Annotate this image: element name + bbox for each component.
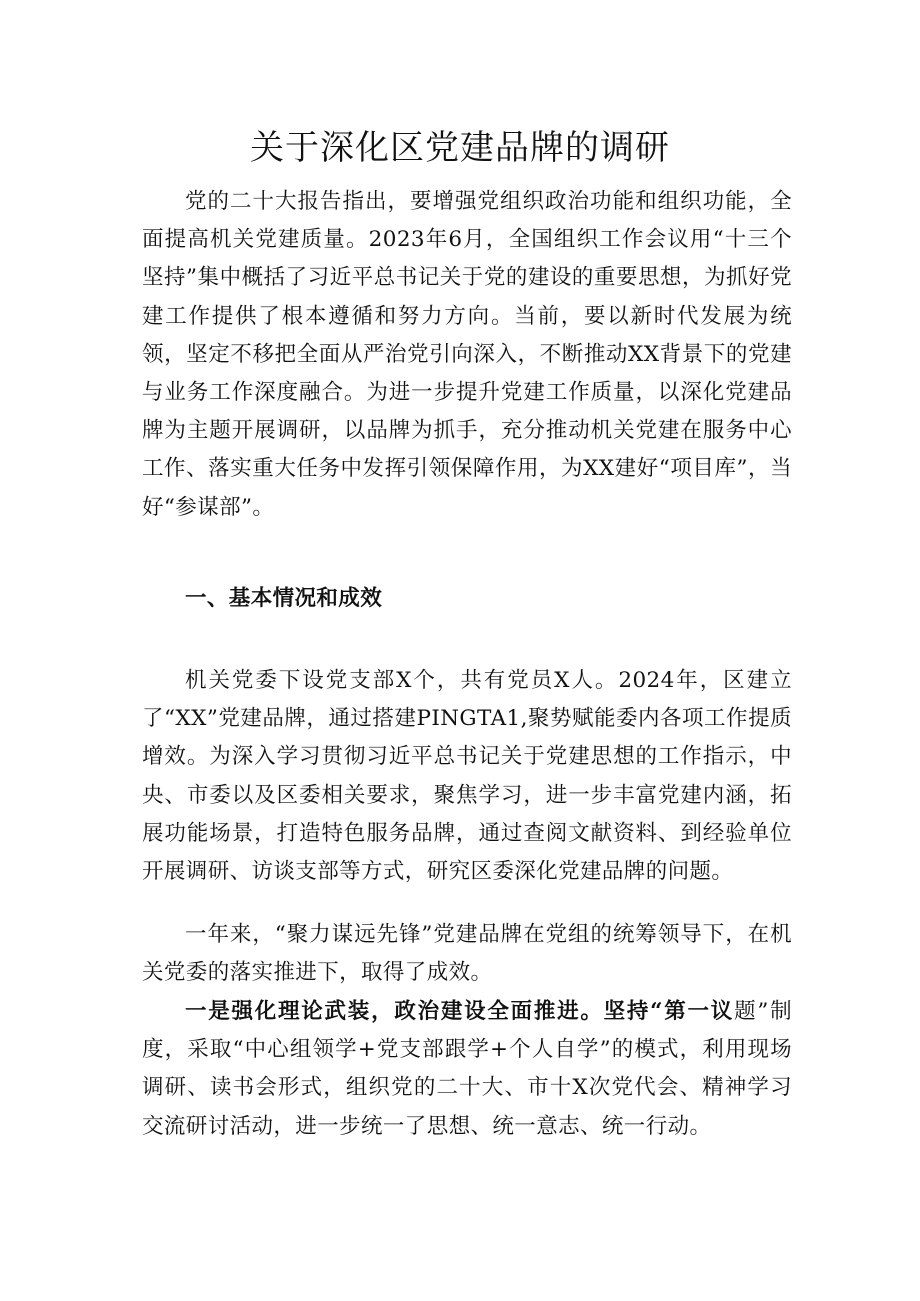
achievement-summary-paragraph: 一年来，“聚力谋远先锋”党建品牌在党组的统筹领导下，在机关党委的落实推进下，取得了成效。 bbox=[142, 922, 792, 986]
intro-paragraph: 党的二十大报告指出，要增强党组织政治功能和组织功能，全面提高机关党建质量。2023年6月，全国组织工作会议用“十三个坚持”集中概括了习近平总书记关于党的建设的重要思想，为抓好党建工作提供了根本遵循和努力方向。当前，要以新时代发展为统领，坚定不移把全面从严治党引向深入，不断推动XX背景下的党建与业务工作深度融合。为进一步提升党建工作质量，以深化党建品牌为主题开展调研，以品牌为抓手，充分推动机关党建在服务中心工作、落实重大任务中发挥引领保障作用，为XX建好“项目库”，当好“参谋部”。 bbox=[142, 189, 792, 520]
point-one-body: 题”制度，采取“中心组领学+党支部跟学+个人自学”的模式，利用现场调研、读书会形式，组织党的二十大、市十X次党代会、精神学习交流研讨活动，进一步统一了思想、统一意志、统一行动。 bbox=[142, 999, 792, 1139]
basic-situation-paragraph: 机关党委下设党支部X个，共有党员X人。2024年，区建立了“XX”党建品牌，通过搭建PINGTA1,聚势赋能委内各项工作提质增效。为深入学习贯彻习近平总书记关于党建思想的工作指示，中央、市委以及区委相关要求，聚焦学习，进一步丰富党建内涵，拓展功能场景，打造特色服务品牌，通过查阅文献资料、到经验单位开展调研、访谈支部等方式，研究区委深化党建品牌的问题。 bbox=[142, 668, 792, 885]
section-heading-basic-situation: 一、基本情况和成效 bbox=[185, 586, 383, 611]
point-one-lead: 一是强化理论武装，政治建设全面推进。坚持“第一议 bbox=[185, 999, 735, 1024]
point-one-paragraph bbox=[142, 993, 792, 1146]
document-title: 关于深化区党建品牌的调研 bbox=[250, 128, 670, 168]
